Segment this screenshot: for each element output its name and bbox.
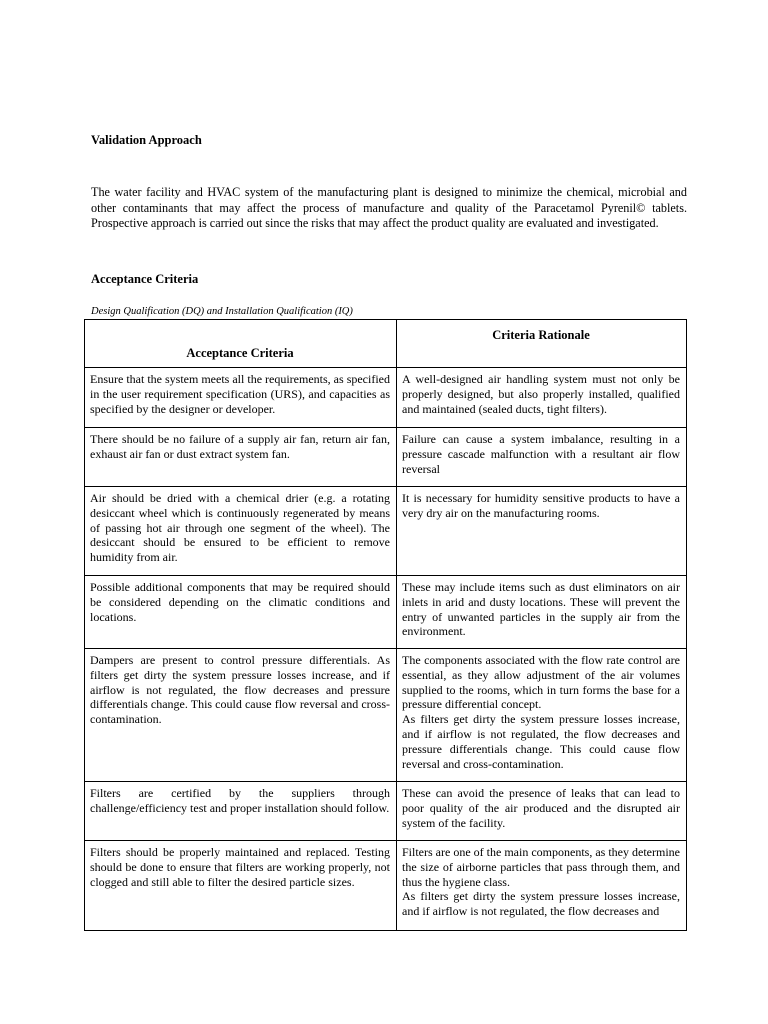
table-row <box>85 649 687 782</box>
table-row <box>85 428 687 487</box>
section-title-acceptance-criteria: Acceptance Criteria <box>91 272 199 286</box>
table-row <box>85 368 687 428</box>
rationale-cell: Failure can cause a system imbalance, resulting in a pressure cascade malfunction with a resultant air flow reversal <box>397 428 687 487</box>
table-row <box>85 841 687 931</box>
header-criteria-rationale: Criteria Rationale <box>397 320 687 368</box>
rationale-cell: These can avoid the presence of leaks that can lead to poor quality of the air produced and the disrupted air system of the facility. <box>397 782 687 841</box>
rationale-cell: Filters are one of the main components, as they determine the size of airborne particles that pass through them, and thus the hygiene class. As filters get dirty the system pressure losses increase, and if airflow is not regulated, the flow decreases and <box>397 841 687 931</box>
table-row <box>85 576 687 649</box>
criteria-cell: There should be no failure of a supply air fan, return air fan, exhaust air fan or dust extract system fan. <box>85 428 397 487</box>
table-row <box>85 782 687 841</box>
rationale-cell: The components associated with the flow rate control are essential, as they allow adjustment of the air volumes supplied to the rooms, which in turn forms the base for a pressure differential concept. As filters get dirty the system pressure losses increase, and if airflow is not regulated, the flow decreases and pressure differentials change. This could cause flow reversal and cross-contamination. <box>397 649 687 782</box>
rationale-cell: It is necessary for humidity sensitive products to have a very dry air on the manufacturing rooms. <box>397 487 687 576</box>
table-row <box>85 487 687 576</box>
criteria-cell: Possible additional components that may be required should be considered depending on the climatic conditions and locations. <box>85 576 397 649</box>
validation-approach-paragraph: The water facility and HVAC system of the manufacturing plant is designed to minimize the chemical, microbial and other contaminants that may affect the process of manufacture and quality of the Paracetamol Pyrenil© tablets. Prospective approach is carried out since the risks that may affect the product quality are evaluated and investigated. <box>91 185 687 230</box>
criteria-cell: Filters should be properly maintained and replaced. Testing should be done to ensure that filters are working properly, not clogged and still able to filter the desired particle sizes. <box>85 841 397 931</box>
acceptance-criteria-table <box>84 319 687 931</box>
criteria-cell: Ensure that the system meets all the requirements, as specified in the user requirement specification (URS), and capacities as specified by the designer or developer. <box>85 368 397 428</box>
header-acceptance-criteria: Acceptance Criteria <box>85 320 397 368</box>
rationale-cell: These may include items such as dust eliminators on air inlets in arid and dusty locations. These will prevent the entry of unwanted particles in the supply air from the environment. <box>397 576 687 649</box>
criteria-cell: Dampers are present to control pressure differentials. As filters get dirty the system pressure losses increase, and if airflow is not regulated, the flow decreases and pressure differentials change. This could cause flow reversal and cross-contamination. <box>85 649 397 782</box>
table-header-row <box>85 320 687 368</box>
rationale-cell: A well-designed air handling system must not only be properly designed, but also properly installed, qualified and maintained (sealed ducts, tight filters). <box>397 368 687 428</box>
criteria-cell: Air should be dried with a chemical drier (e.g. a rotating desiccant wheel which is continuously regenerated by means of passing hot air through one segment of the wheel). The desiccant should be ensured to be efficient to remove humidity from air. <box>85 487 397 576</box>
section-title-validation-approach: Validation Approach <box>91 133 202 147</box>
table-caption: Design Qualification (DQ) and Installation Qualification (IQ) <box>91 306 353 317</box>
criteria-cell: Filters are certified by the suppliers through challenge/efficiency test and proper installation should follow. <box>85 782 397 841</box>
